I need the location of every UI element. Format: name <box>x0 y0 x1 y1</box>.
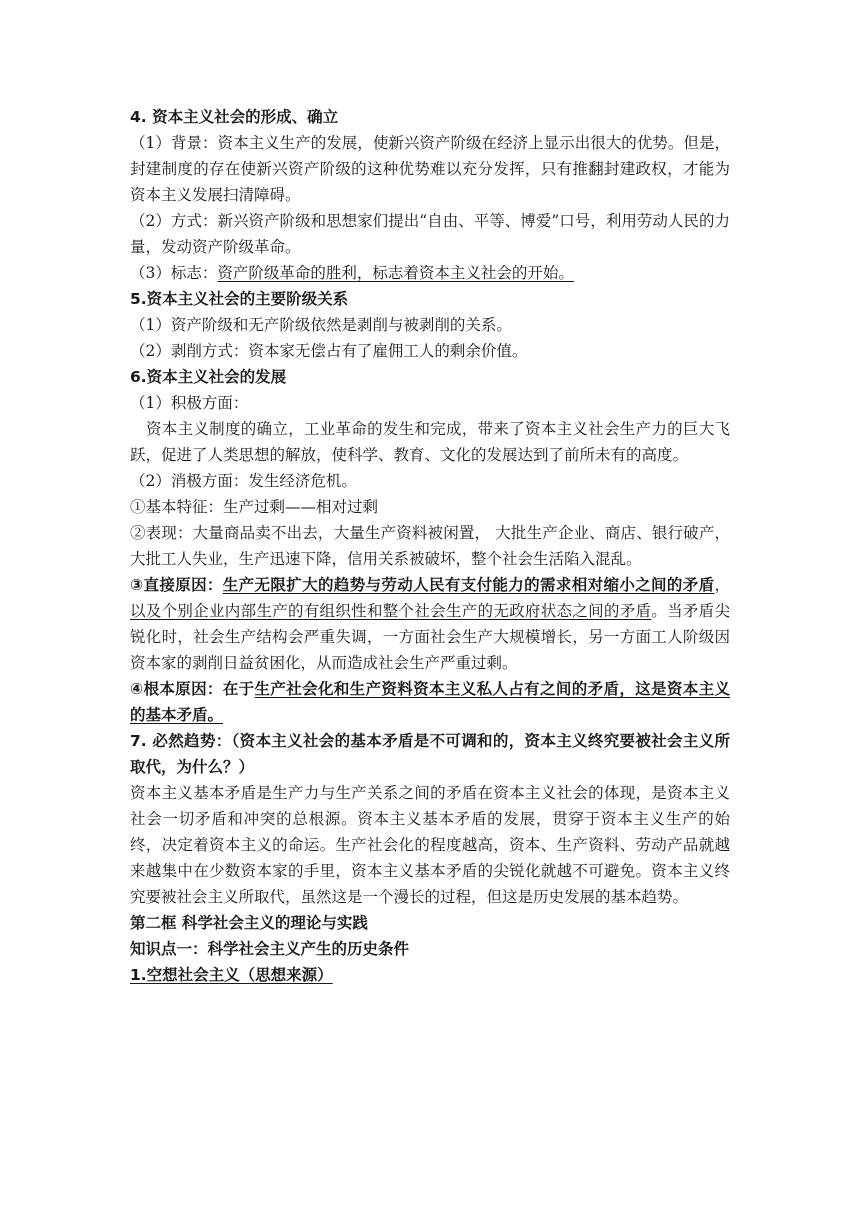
section-6-n1: ①基本特征：生产过剩——相对过剩 <box>130 498 379 516</box>
n3-mid: ， <box>714 576 730 594</box>
n4-underlined: 生产社会化和生产资料资本主义私人占有之间的矛盾，这是资本主义的基本矛盾。 <box>130 680 730 724</box>
n3-rest: 。当矛盾尖锐化时，社会生产结构会严重失调，一方面社会生产大规模增长，另一方面工人阶级因资本家的剥削日益贫困化，从而造成社会生产严重过剩。 <box>130 602 730 672</box>
n3-bold-underlined: 生产无限扩大的趋势与劳动人民有支付能力的需求相对缩小之间的矛盾 <box>222 576 715 594</box>
section-6-negative-label: （2）消极方面：发生经济危机。 <box>130 472 357 490</box>
n3-underlined: 以及个别企业内部生产的有组织性和整个社会生产的无政府状态之间的矛盾 <box>130 602 652 620</box>
section-6-title: 6.资本主义社会的发展 <box>130 368 287 386</box>
subsection-1-title: 1.空想社会主义（思想来源） <box>130 966 333 984</box>
section-7-title: 7. 必然趋势：（资本主义社会的基本矛盾是不可调和的，资本主义终究要被社会主义所取代，为什么？） <box>130 732 730 776</box>
section-6-n3 <box>130 572 730 676</box>
section-6-n2: ②表现：大量商品卖不出去，大量生产资料被闲置， 大批生产企业、商店、银行破产，大批工人失业，生产迅速下降，信用关系被破坏，整个社会生活陷入混乱。 <box>130 524 730 568</box>
n4-label: ④根本原因：在于 <box>130 680 255 698</box>
section-6-n4 <box>130 676 730 728</box>
document-page <box>130 104 730 988</box>
section-5-title: 5.资本主义社会的主要阶级关系 <box>130 290 349 308</box>
section-4-title: 4. 资本主义社会的形成、确立 <box>130 108 339 126</box>
knowledge-point-1: 知识点一：科学社会主义产生的历史条件 <box>130 940 410 958</box>
section-5-p2: （2）剥削方式：资本家无偿占有了雇佣工人的剩余价值。 <box>130 342 528 360</box>
section-4-background: （1）背景：资本主义生产的发展，使新兴资产阶级在经济上显示出很大的优势。但是，封建制度的存在使新兴资产阶级的这种优势难以充分发挥，只有推翻封建政权，才能为资本主义发展扫清障碍。 <box>130 134 730 204</box>
part-2-title: 第二框 科学社会主义的理论与实践 <box>130 914 368 932</box>
section-4-method: （2）方式：新兴资产阶级和思想家们提出“自由、平等、博爱”口号，利用劳动人民的力量，发动资产阶级革命。 <box>130 212 730 256</box>
section-6-positive-label: （1）积极方面： <box>130 394 249 412</box>
section-6-positive-text: 资本主义制度的确立，工业革命的发生和完成，带来了资本主义社会生产力的巨大飞跃，促进了人类思想的解放，使科学、教育、文化的发展达到了前所未有的高度。 <box>130 420 730 464</box>
mark-underlined: 资产阶级革命的胜利，标志着资本主义社会的开始。 <box>217 264 574 282</box>
section-7-text: 资本主义基本矛盾是生产力与生产关系之间的矛盾在资本主义社会的体现，是资本主义社会一切矛盾和冲突的总根源。资本主义基本矛盾的发展，贯穿于资本主义生产的始终，决定着资本主义的命运。生产社会化的程度越高，资本、生产资料、劳动产品就越来越集中在少数资本家的手里，资本主义基本矛盾的尖锐化就越不可避免。资本主义终究要被社会主义所取代，虽然这是一个漫长的过程，但这是历史发展的基本趋势。 <box>130 784 730 906</box>
section-4-mark <box>130 260 730 286</box>
mark-prefix: （3）标志： <box>130 264 218 282</box>
n3-label: ③直接原因： <box>130 576 223 594</box>
section-5-p1: （1）资产阶级和无产阶级依然是剥削与被剥削的关系。 <box>130 316 512 334</box>
